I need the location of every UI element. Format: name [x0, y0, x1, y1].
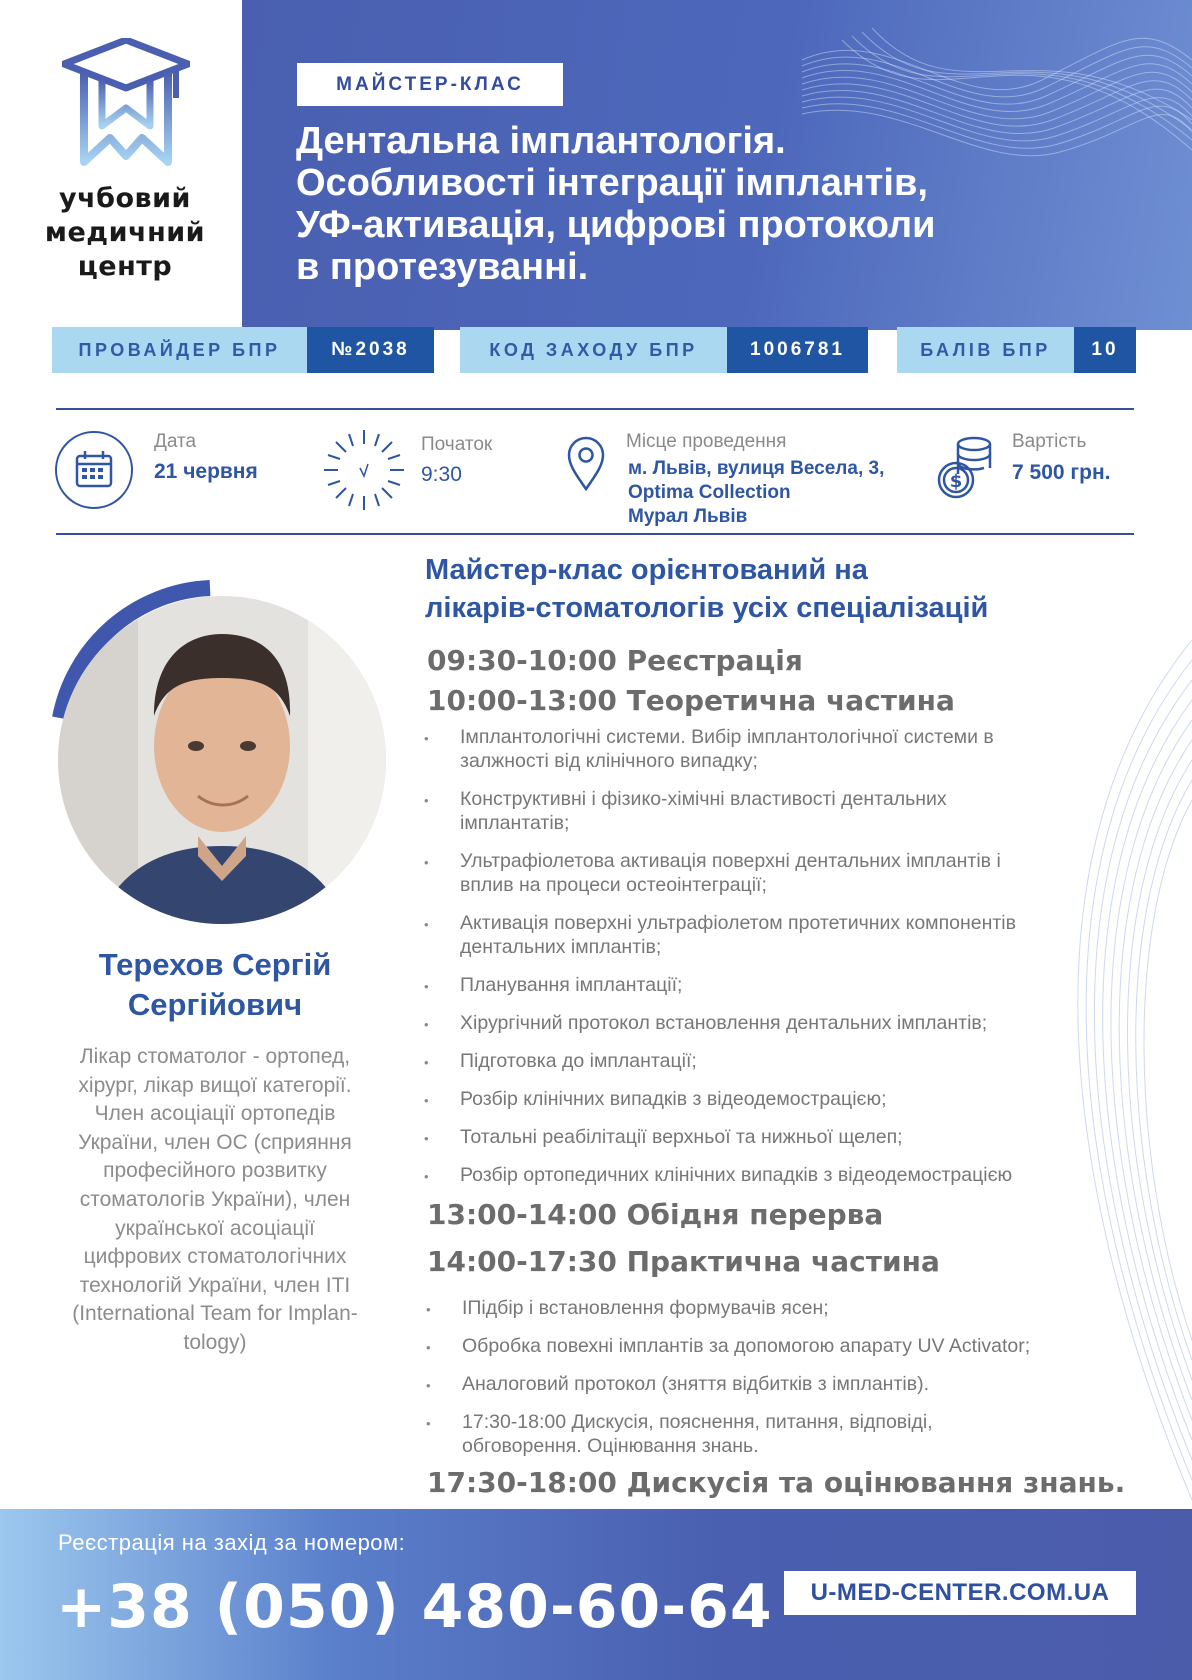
list-item-line: Аналоговий протокол (зняття відбитків з імплантів). — [462, 1373, 929, 1395]
calendar-icon — [54, 430, 134, 510]
bio-line: професійного розвитку — [103, 1159, 327, 1183]
divider-top — [56, 408, 1134, 410]
list-item-line: Ультрафіолетова активація поверхні дентальних імплантів і — [460, 850, 1001, 872]
bullet-icon: • — [424, 1055, 429, 1070]
wave-lines-decoration — [990, 640, 1192, 1500]
address-line: Мурал Львів — [628, 506, 748, 527]
speaker-bio — [40, 1043, 390, 1358]
event-title — [296, 120, 1176, 288]
list-item — [426, 1334, 1030, 1358]
title-line: Дентальна імплантологія. — [296, 120, 786, 162]
speaker-name — [40, 945, 390, 1025]
speaker-name-line: Сергійович — [127, 987, 303, 1022]
bullet-icon: • — [424, 793, 429, 808]
place-label: Місце проведення — [626, 431, 787, 452]
list-item — [424, 787, 947, 835]
list-item — [424, 911, 1016, 959]
bullet-icon: • — [424, 917, 429, 932]
program-heading-line: лікарів-стоматологів усіх спеціалізацій — [425, 592, 989, 624]
graduation-cap-icon — [62, 38, 190, 172]
bullet-icon: • — [426, 1340, 431, 1355]
logo-line: центр — [77, 251, 173, 282]
speaker-portrait — [58, 596, 386, 924]
list-item-line: Обробка повехні імплантів за допомогою апарату UV Activator; — [462, 1335, 1031, 1357]
title-line: УФ-активація, цифрові протоколи — [296, 204, 936, 246]
date-value: 21 червня — [154, 460, 258, 483]
program-heading — [425, 551, 1145, 627]
bio-line: Член асоціації ортопедів — [94, 1102, 336, 1126]
list-item-line: Розбір ортопедичних клінічних випадків з відеодемострацією — [460, 1164, 1013, 1186]
bio-line: технологій України, член ITI — [79, 1273, 351, 1297]
bio-line: стоматологів України), член — [79, 1187, 351, 1211]
list-item-line: Планування імплантації; — [460, 974, 683, 996]
address-line: м. Львів, вулиця Весела, 3, — [628, 458, 885, 479]
divider-bottom — [56, 533, 1134, 535]
bullet-icon: • — [424, 1169, 429, 1184]
list-item — [426, 1372, 929, 1396]
address-line: Optima Collection — [628, 482, 791, 503]
price-value: 7 500 грн. — [1012, 461, 1111, 484]
logo-panel — [0, 0, 242, 330]
title-line: Особливості інтеграції імплантів, — [296, 162, 928, 204]
logo-line: учбовий — [59, 183, 191, 214]
schedule-slot-practice: 14:00-17:30 Практична частина — [427, 1245, 940, 1278]
bpr-points-label: БАЛІВ БПР — [897, 327, 1074, 373]
speaker-photo — [58, 596, 386, 924]
masterclass-badge: МАЙСТЕР-КЛАС — [297, 63, 563, 106]
bio-line: Лікар стоматолог - ортопед, — [79, 1045, 351, 1068]
logo-line: медичний — [44, 217, 206, 248]
list-item-line: 17:30-18:00 Дискусія, пояснення, питання, відповіді, — [462, 1411, 933, 1433]
svg-text:$: $ — [949, 471, 963, 492]
clock-icon — [322, 428, 406, 512]
bpr-provider-value: №2038 — [307, 327, 434, 373]
program-heading-line: Майстер-клас орієнтований на — [425, 554, 868, 586]
schedule-slot-lunch: 13:00-14:00 Обідня перерва — [427, 1198, 884, 1231]
list-item-line: залжності від клінічного випадку; — [460, 750, 758, 772]
list-item-line: Тотальні реабілітації верхньої та нижньої щелеп; — [460, 1126, 903, 1148]
price-label: Вартість — [1012, 431, 1087, 452]
bio-line: України, член ОС (сприяння — [78, 1130, 352, 1154]
bio-line: хірург, лікар вищої категорії. — [78, 1073, 352, 1097]
location-pin-icon — [566, 436, 606, 492]
speaker-name-line: Терехов Сергій — [98, 947, 332, 982]
schedule-slot-registration: 09:30-10:00 Реєстрація — [427, 644, 803, 677]
logo-text — [30, 182, 220, 284]
date-label: Дата — [154, 431, 197, 452]
bullet-icon: • — [424, 1131, 429, 1146]
list-item-line: ІПідбір і встановлення формувачів ясен; — [462, 1297, 829, 1319]
start-value: 9:30 — [421, 463, 462, 486]
bio-line: tology) — [183, 1330, 247, 1354]
list-item-line: Активація поверхні ультрафіолетом протетичних компонентів — [460, 912, 1016, 934]
list-item — [424, 849, 1001, 897]
list-item-line: Підготовка до імплантації; — [460, 1050, 697, 1072]
website-link[interactable]: U-MED-CENTER.COM.UA — [784, 1571, 1136, 1615]
phone-number[interactable]: +38 (050) 480-60-64 — [56, 1572, 773, 1642]
registration-text: Реєстрація на захід за номером: — [58, 1530, 406, 1555]
bullet-icon: • — [426, 1302, 431, 1317]
bpr-code-value: 1006781 — [727, 327, 868, 373]
list-item — [424, 1049, 697, 1073]
list-item — [424, 1087, 887, 1111]
list-item-line: Імплантологічні системи. Вибір імплантологічної системи в — [460, 726, 994, 748]
list-item — [424, 1163, 1012, 1187]
list-item-line: Конструктивні і фізико-хімічні властивості дентальних — [460, 788, 947, 810]
list-item-line: імплантатів; — [460, 812, 570, 834]
bullet-icon: • — [426, 1378, 431, 1393]
list-item-line: вплив на процеси остеоінтеграції; — [460, 874, 767, 896]
bullet-icon: • — [424, 1093, 429, 1108]
bpr-code-label: КОД ЗАХОДУ БПР — [460, 327, 727, 373]
schedule-slot-discussion: 17:30-18:00 Дискусія та оцінювання знань. — [427, 1466, 1126, 1499]
list-item — [424, 973, 682, 997]
list-item — [426, 1296, 829, 1320]
list-item — [426, 1410, 933, 1458]
bpr-points-value: 10 — [1074, 327, 1136, 373]
bio-line: (International Team for Implan- — [72, 1302, 358, 1326]
bpr-provider-label: ПРОВАЙДЕР БПР — [52, 327, 307, 373]
bullet-icon: • — [424, 979, 429, 994]
start-label: Початок — [421, 434, 493, 455]
list-item-line: Розбір клінічних випадків з відеодемострацією; — [460, 1088, 887, 1110]
bullet-icon: • — [426, 1416, 431, 1431]
bio-line: цифрових стоматологічних — [83, 1245, 347, 1269]
list-item — [424, 725, 994, 773]
list-item-line: Хірургічний протокол встановлення дентальних імплантів; — [460, 1012, 988, 1034]
list-item-line: обговорення. Оцінювання знань. — [462, 1435, 759, 1457]
list-item — [424, 1011, 987, 1035]
title-line: в протезуванні. — [296, 246, 589, 288]
bio-line: української асоціації — [115, 1216, 315, 1240]
list-item — [424, 1125, 903, 1149]
schedule-slot-theory: 10:00-13:00 Теоретична частина — [427, 684, 955, 717]
bullet-icon: • — [424, 731, 429, 746]
bullet-icon: • — [424, 1017, 429, 1032]
bullet-icon: • — [424, 855, 429, 870]
place-address — [628, 457, 884, 529]
list-item-line: дентальних імплантів; — [460, 936, 662, 958]
coins-icon — [934, 434, 1014, 500]
